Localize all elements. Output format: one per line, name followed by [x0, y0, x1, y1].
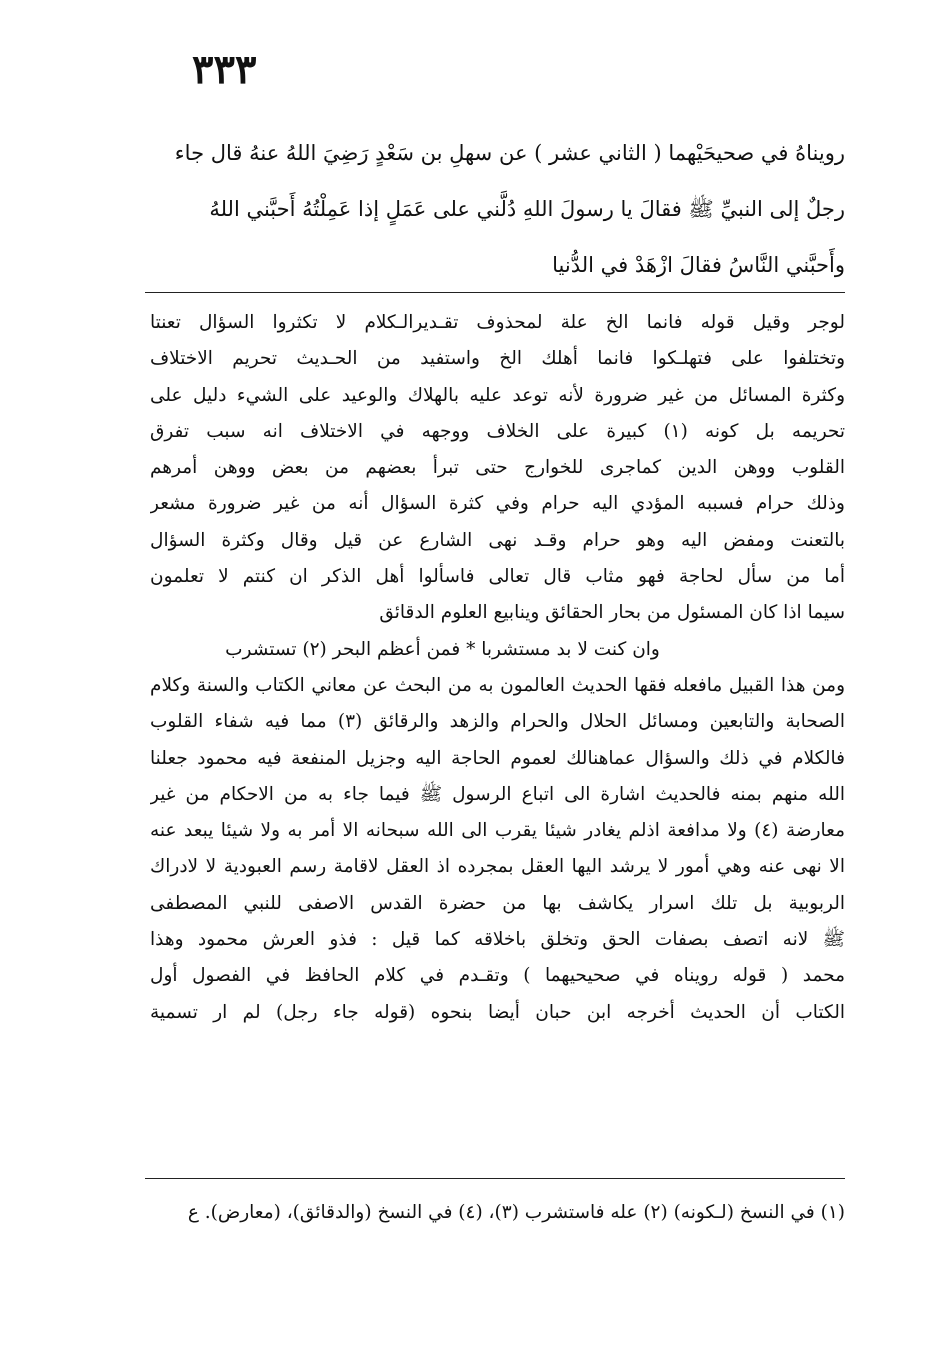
- commentary-line: القلوب ووهن الدين كماجرى للخوارج حتى تبرأ بعضهم من بعض ووهن أمرهم: [150, 457, 845, 479]
- main-text-divider: [145, 292, 845, 293]
- commentary-line: وتختلفوا على فتهلـكوا فانما أهلك الخ واستفيد من الحـديث تحريم الاختلاف: [150, 348, 845, 370]
- footnote-divider: [145, 1178, 845, 1179]
- footnote: (١) في النسخ (لـكونه) (٢) عله فاستشرب (٣)، (٤) في النسخ (والدقائق)، (معارض). ع: [187, 1202, 845, 1223]
- commentary-line: ﷺ لانه اتصف بصفات الحق وتخلق باخلاقه كما قيل : فذو العرش محمود وهذا: [150, 929, 845, 951]
- commentary-line: الا نهى عنه وهي أمور لا يرشد اليها العقل بمجرده اذ العقل لاقامة رسم العبودية لا لادراك: [150, 856, 845, 878]
- commentary-line: معارضة (٤) ولا مدافعة اذلم يغادر شيئا يقرب الى الله سبحانه الا أمر به ولا شيئا يبعد عنه: [150, 820, 845, 842]
- commentary-line: وذلك حرام فسببه المؤدي اليه حرام وفي كثرة السؤال أنه من غير ضرورة مشعر: [150, 493, 845, 515]
- commentary-text: [150, 305, 845, 1031]
- page-number: ٣٣٣: [192, 46, 257, 93]
- commentary-line: محمد ( قوله رويناه في صحيحيهما ) وتقـدم في كلام الحافظ في الفصول أول: [150, 965, 845, 987]
- main-text-line: وأَحبَّني النَّاسُ فقالَ ازْهَدْ في الدُّنيا: [552, 253, 845, 277]
- commentary-line: الصحابة والتابعين ومسائل الحلال والحرام والزهد والرقائق (٣) مما فيه شفاء القلوب: [150, 711, 845, 733]
- commentary-line: تحريمه بل كونه (١) كبيرة على الخلاف ووجهه في الاختلاف انه سبب تفرق: [150, 420, 845, 442]
- commentary-line: سيما اذا كان المسئول من بحار الحقائق وينابيع العلوم الدقائق: [379, 602, 845, 624]
- commentary-line: بالتعنت ومفض اليه وهو حرام وقـد نهى الشارع عن قيل وقال وكثرة السؤال: [150, 529, 845, 551]
- commentary-line: الربوبية بل تلك اسرار يكاشف بها من حضرة القدس الاصفى للنبي المصطفى: [150, 892, 845, 914]
- commentary-line: فالكلام في ذلك والسؤال عماهنالك لعموم الحاجة اليه وجزيل المنفعة فيه محمود جعلنا: [150, 747, 845, 769]
- hadith-main-text: [155, 125, 845, 293]
- poetry-verse: وان كنت لا بد مستشربا * فمن أعظم البحر (٢) تستشرب: [225, 638, 660, 660]
- main-text-line: رويناهُ في صحيحَيْهما ( الثاني عشر ) عن سهلِ بن سَعْدٍ رَضِيَ اللهُ عنهُ قال جاء: [174, 141, 845, 165]
- commentary-line: وكثرة المسائل من غير ضرورة لأنه توعد عليه بالهلاك والوعيد على الشيء دليل على: [150, 384, 845, 406]
- main-text-line: رجلٌ إلى النبيِّ ﷺ فقالَ يا رسولَ اللهِ دُلَّني على عَمَلٍ إذا عَمِلْتُهُ أَحبَّني اللهُ: [209, 197, 845, 221]
- commentary-line: لوجر وقيل قوله فانما الخ علة لمحذوف تقـديرالـكلام لا تكثروا السؤال تعنتا: [150, 312, 845, 333]
- commentary-line: الله منهم بمنه فالحديث اشارة الى اتباع الرسول ﷺ فيما جاء به من الاحكام من غير: [150, 783, 845, 805]
- commentary-line: ومن هذا القبيل مافعله فقها الحديث العالمون به من البحث عن معاني الكتاب والسنة وكلام: [150, 674, 845, 696]
- commentary-line: أما من سأل لحاجة فهو مثاب قال تعالى فاسألوا أهل الذكر ان كنتم لا تعلمون: [150, 566, 845, 588]
- commentary-line: الكتاب أن الحديث أخرجه ابن حبان أيضا بنحوه (قوله جاء رجل) لم ار تسمية: [150, 1001, 845, 1023]
